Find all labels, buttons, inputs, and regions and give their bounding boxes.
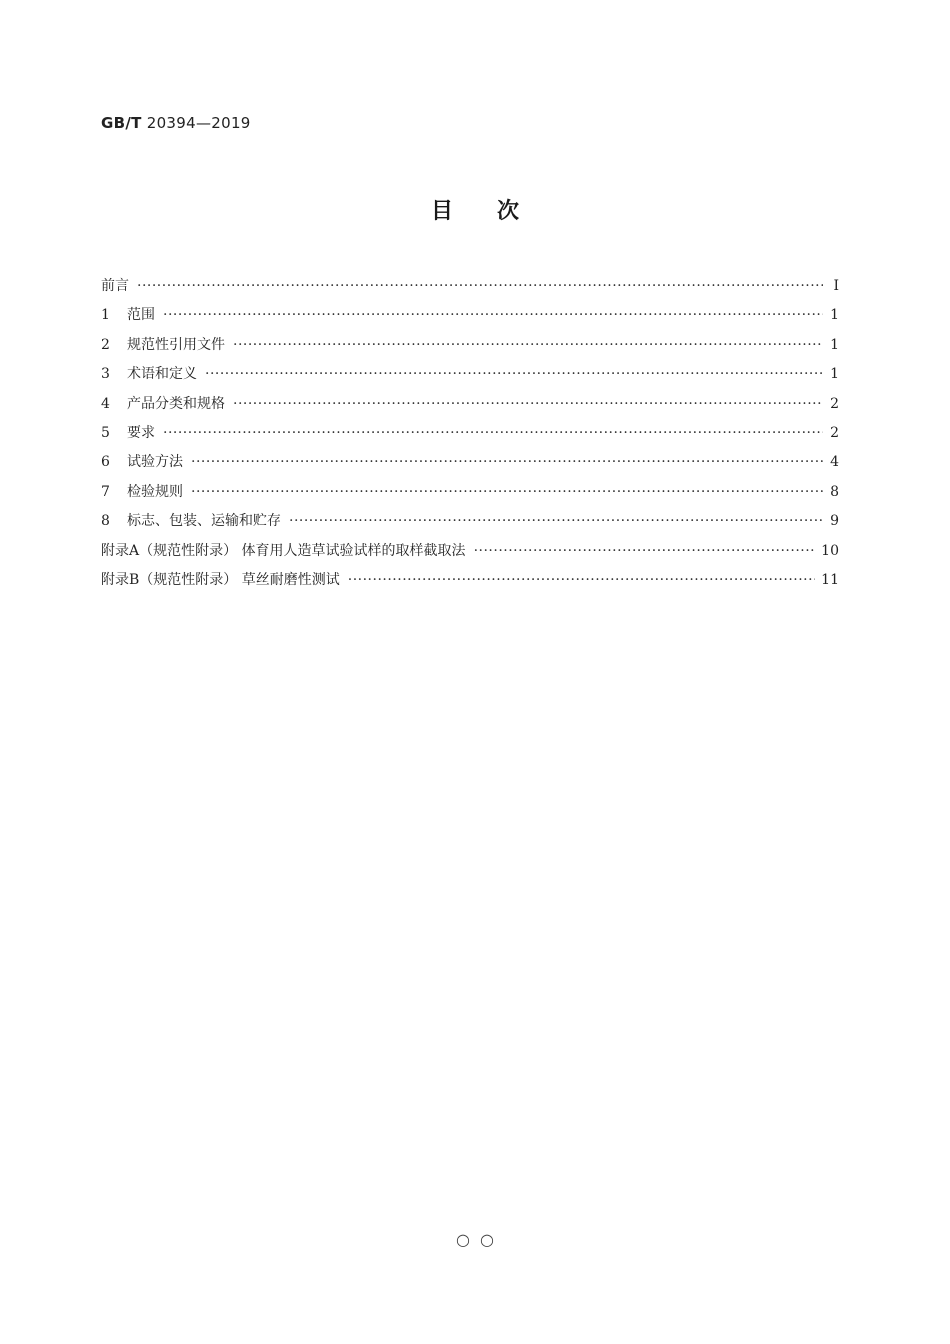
standard-code [101, 114, 251, 132]
toc-leader-dots [163, 301, 823, 330]
standard-number: 20394—2019 [146, 114, 251, 132]
toc-entry-number: 5 [101, 424, 110, 441]
toc-entry-4[interactable] [101, 390, 839, 419]
toc-entry-foreword[interactable] [101, 272, 839, 301]
toc-entry-title: 产品分类和规格 [127, 395, 225, 412]
toc-page-number: Ⅰ [833, 278, 839, 294]
toc-entry-number: 2 [101, 336, 110, 353]
toc-page-number: 11 [821, 571, 839, 588]
toc-entry-5[interactable] [101, 419, 839, 448]
toc-entry-appendix-b[interactable] [101, 566, 839, 595]
toc-page-number: 1 [830, 307, 839, 324]
toc-entry-number: 1 [101, 307, 110, 324]
toc-page-number: 2 [830, 424, 839, 441]
toc-entry-number: 7 [101, 483, 110, 500]
toc-entry-3[interactable] [101, 360, 839, 389]
toc-page-number: 2 [830, 395, 839, 412]
toc-leader-dots [137, 272, 823, 301]
toc-entry-title: 规范性引用文件 [127, 336, 225, 353]
toc-entry-appendix-a[interactable] [101, 537, 839, 566]
toc-leader-dots [191, 478, 823, 507]
toc-entry-number: 6 [101, 454, 110, 471]
toc-leader-dots [233, 390, 823, 419]
toc-leader-dots [163, 419, 823, 448]
toc-entry-7[interactable] [101, 478, 839, 507]
page-title: 目次 [430, 199, 563, 224]
toc-leader-dots [289, 507, 823, 536]
standard-prefix: GB/T [101, 114, 142, 132]
toc-entry-6[interactable] [101, 448, 839, 477]
toc-entry-title: 附录B（规范性附录） 草丝耐磨性测试 [101, 571, 340, 588]
toc-leader-dots [191, 448, 823, 477]
toc-leader-dots [205, 360, 823, 389]
toc-entry-title: 范围 [127, 307, 155, 324]
toc-entry-number: 3 [101, 366, 110, 383]
toc-entry-8[interactable] [101, 507, 839, 536]
toc-page-number: 4 [830, 454, 839, 471]
toc-entry-title: 试验方法 [127, 454, 183, 471]
page-number-marker: ○○ [456, 1230, 504, 1249]
toc-entry-title: 术语和定义 [127, 366, 197, 383]
toc-leader-dots [474, 537, 816, 566]
toc-leader-dots [348, 566, 815, 595]
toc-entry-1[interactable] [101, 301, 839, 330]
table-of-contents [101, 272, 839, 595]
toc-entry-title: 附录A（规范性附录） 体育用人造草试验试样的取样截取法 [101, 542, 466, 559]
toc-entry-title: 前言 [101, 278, 129, 294]
toc-entry-number: 4 [101, 395, 110, 412]
toc-entry-title: 标志、包装、运输和贮存 [127, 513, 281, 530]
toc-page-number: 10 [821, 542, 839, 559]
toc-page-number: 9 [830, 513, 839, 530]
toc-leader-dots [233, 331, 823, 360]
toc-entry-title: 要求 [127, 424, 155, 441]
toc-page-number: 8 [830, 483, 839, 500]
toc-entry-number: 8 [101, 513, 110, 530]
toc-entry-2[interactable] [101, 331, 839, 360]
toc-page-number: 1 [830, 336, 839, 353]
toc-entry-title: 检验规则 [127, 483, 183, 500]
toc-page-number: 1 [830, 366, 839, 383]
